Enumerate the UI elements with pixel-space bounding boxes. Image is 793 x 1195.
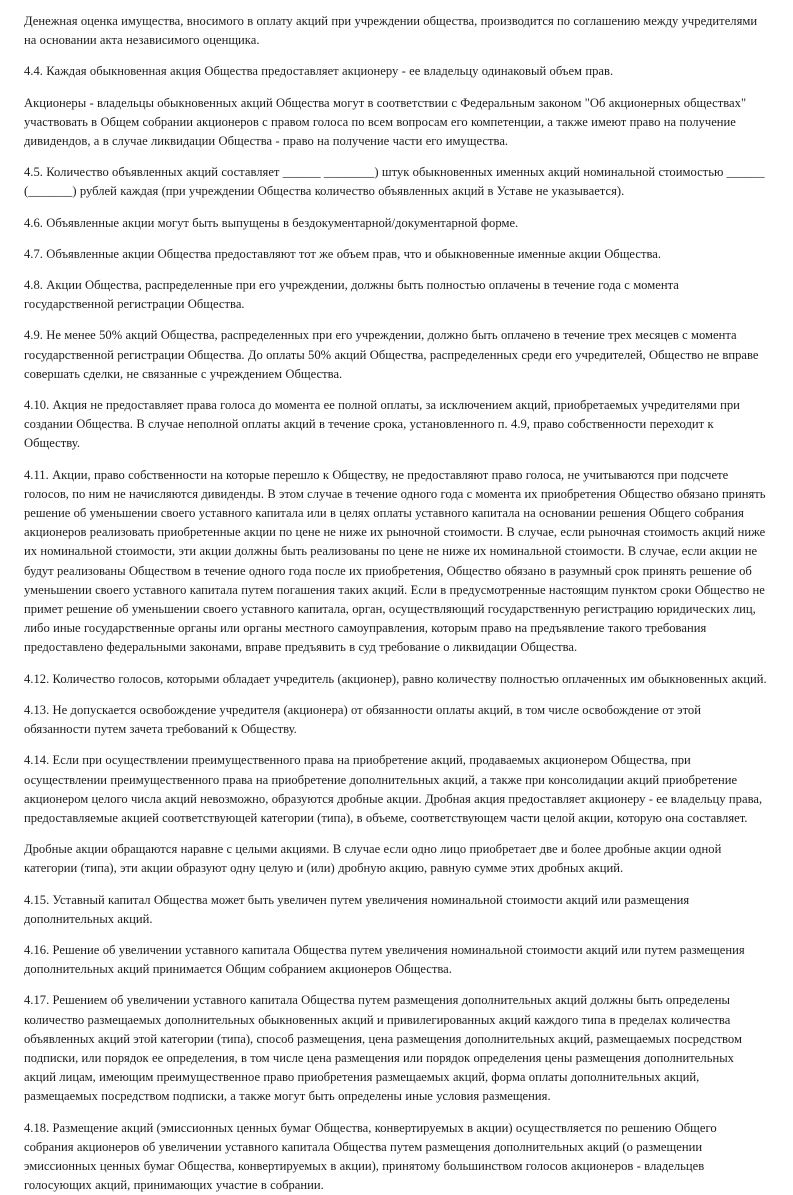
document-body (24, 12, 768, 1195)
paragraph-4-10: 4.10. Акция не предоставляет права голоса до момента ее полной оплаты, за исключением акций, приобретаемых учредителями при создании Общества. В случае неполной оплаты акций в течение срока, установленного п. 4.9, право собственности переходит к Обществу. (24, 398, 744, 451)
paragraph-4-9: 4.9. Не менее 50% акций Общества, распределенных при его учреждении, должно быть оплачено в течение трех месяцев с момента государственной регистрации Общества. До оплаты 50% акций Общества, распределенных среди его учредителей, Общество не вправе совершать сделки, не связанные с учреждением Общества. (24, 328, 762, 381)
paragraph-4-6: 4.6. Объявленные акции могут быть выпущены в бездокументарной/документарной форме. (24, 215, 519, 230)
paragraph-4-4: 4.4. Каждая обыкновенная акция Общества предоставляет акционеру - ее владельцу одинаковый объем прав. (24, 64, 614, 79)
paragraph-shareholder-rights: Акционеры - владельцы обыкновенных акций Общества могут в соответствии с Федеральным законом "Об акционерных обществах" участвовать в Общем собрании акционеров с правом голоса по всем вопросам его компетенции, а также имеют право на получение дивидендов, а в случае ликвидации Общества - право на получение части его имущества. (24, 95, 750, 149)
paragraph-4-14: 4.14. Если при осуществлении преимущественного права на приобретение акций, продаваемых акционером Общества, при осуществлении преимущественного права на приобретение дополнительных акций, а также при консолидации акций приобретение акционером целого числа акций невозможно, образуются дробные акции. Дробная акция предоставляет акционеру - ее владельцу права, предоставляемые акцией соответствующей категории (типа), в объеме, соответствующем части целой акции, которую она составляет. (24, 753, 766, 825)
paragraph-4-7: 4.7. Объявленные акции Общества предоставляют тот же объем прав, что и обыкновенные именные акции Общества. (24, 246, 662, 261)
paragraph-4-16: 4.16. Решение об увеличении уставного капитала Общества путем увеличения номинальной стоимости акций или путем размещения дополнительных акций принимается Общим собранием акционеров Общества. (24, 942, 748, 977)
paragraph-4-12: 4.12. Количество голосов, которыми обладает учредитель (акционер), равно количеству полностью оплаченных им обыкновенных акций. (24, 671, 767, 686)
paragraph-4-5: 4.5. Количество объявленных акций составляет ______ ________) штук обыкновенных именных акций номинальной стоимостью ______ (_______) рублей каждая (при учреждении Общества количество объявленных акций в Уставе не указывается). (24, 165, 768, 199)
paragraph-4-17: 4.17. Решением об увеличении уставного капитала Общества путем размещения дополнительных акций должны быть определены количество размещаемых дополнительных обыкновенных акций и привилегированных акций каждого типа в пределах количества объявленных акций этой категории (типа), способ размещения, цена размещения дополнительных акций, размещаемых посредством подписки, или порядок ее определения, в том числе цена размещения или порядок определения цены размещения дополнительных акций лицам, имеющим преимущественное право приобретения размещаемых акций, форма оплаты дополнительных акций, размещаемых посредством подписки, а также могут быть определены иные условия размещения. (24, 993, 746, 1104)
paragraph-4-13: 4.13. Не допускается освобождение учредителя (акционера) от обязанности оплаты акций, в том числе освобождение от этой обязанности путем зачета требований к Обществу. (24, 702, 705, 737)
paragraph-fractional-shares: Дробные акции обращаются наравне с целыми акциями. В случае если одно лицо приобретает две и более дробные акции одной категории (типа), эти акции образуют одну целую и (или) дробную акцию, равную сумме этих дробных акций. (24, 842, 725, 876)
paragraph-4-8: 4.8. Акции Общества, распределенные при его учреждении, должны быть полностью оплачены в течение года с момента государственной регистрации Общества. (24, 278, 683, 312)
paragraph-opening-valuation: Денежная оценка имущества, вносимого в оплату акций при учреждении общества, производится по соглашению между учредителями на основании акта независимого оценщика. (24, 14, 761, 48)
paragraph-4-11: 4.11. Акции, право собственности на которые перешло к Обществу, не предоставляют право голоса, не учитываются при подсчете голосов, по ним не начисляются дивиденды. В этом случае в течение одного года с момента их приобретения Общество обязано принять решение об уменьшении своего уставного капитала или в целях оплаты уставного капитала на основании решения Общего собрания акционеров реализовать приобретенные акции по цене не ниже их рыночной стоимости. В случае, если рыночная стоимость акций ниже их номинальной стоимости, эти акции должны быть реализованы по цене не ниже их номинальной стоимости. В случае, если акции не будут реализованы Обществом в течение одного года после их приобретения, Общество обязано в разумный срок принять решение об уменьшении своего уставного капитала путем погашения таких акций. Если в предусмотренные настоящим пунктом сроки Общество не примет решение об уменьшении своего уставного капитала, орган, осуществляющий государственную регистрацию юридических лиц, либо иные государственные органы или органы местного самоуправления, которым право на предъявление такого требования предоставлено федеральными законами, вправе предъявить в суд требование о ликвидации Общества. (24, 467, 769, 655)
paragraph-4-15: 4.15. Уставный капитал Общества может быть увеличен путем увеличения номинальной стоимости акций или размещения дополнительных акций. (24, 892, 693, 926)
paragraph-4-18: 4.18. Размещение акций (эмиссионных ценных бумаг Общества, конвертируемых в акции) осуществляется по решению Общего собрания акционеров об увеличении уставного капитала Общества путем размещения дополнительных акций (о размещении эмиссионных ценных бумаг Общества, конвертируемых в акции), принятому большинством голосов акционеров - владельцев голосующих акций, принимающих участие в собрании. (24, 1120, 720, 1193)
